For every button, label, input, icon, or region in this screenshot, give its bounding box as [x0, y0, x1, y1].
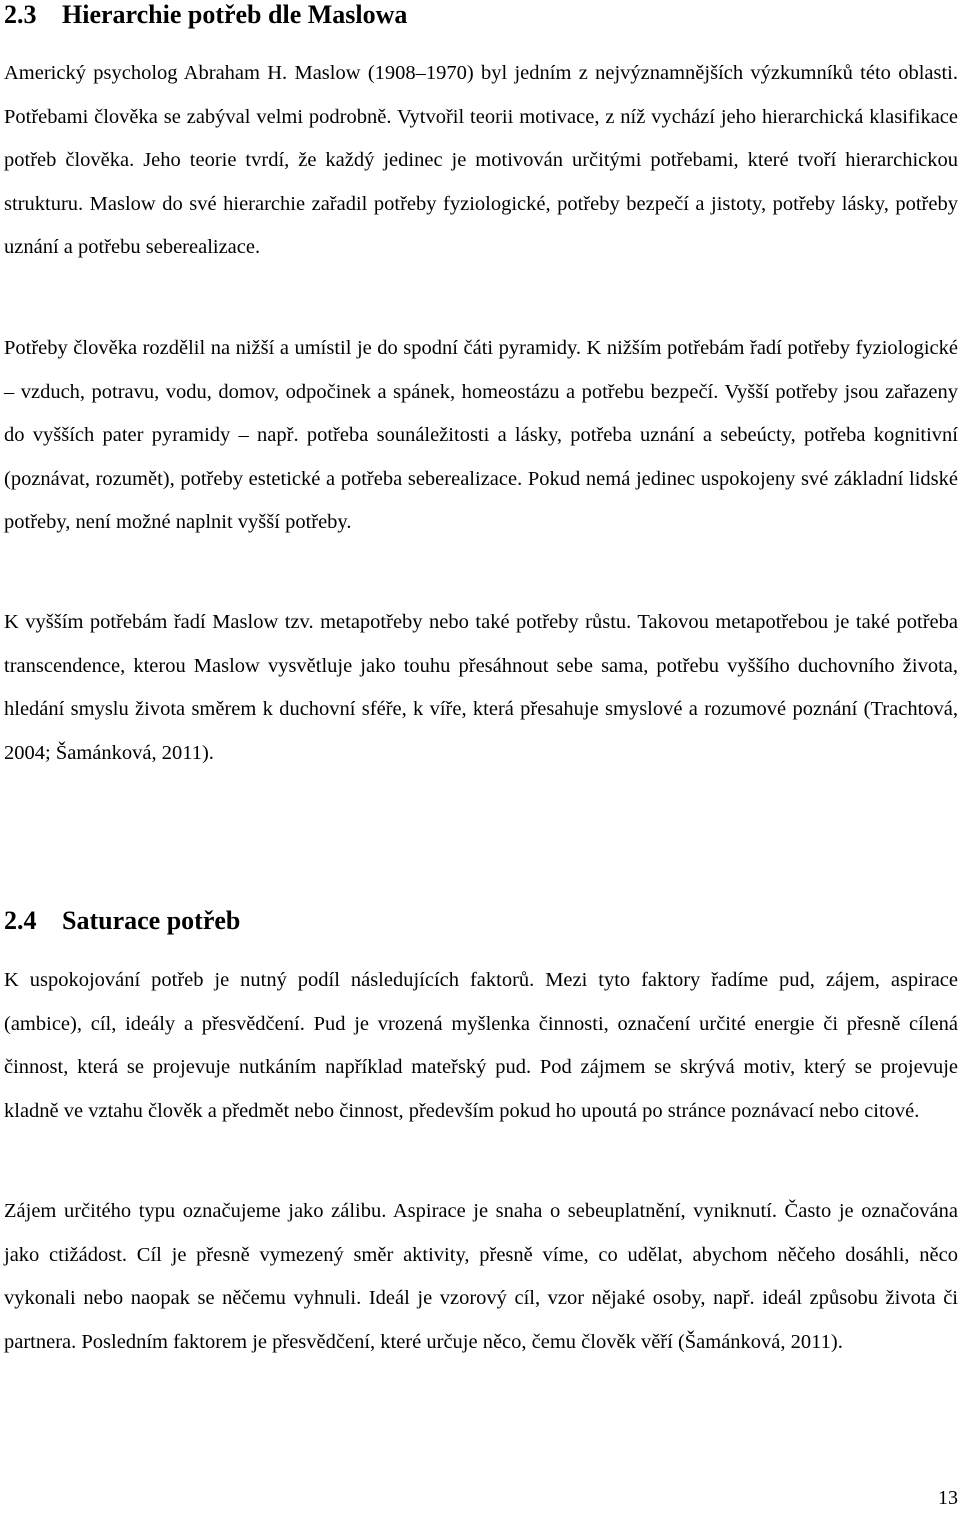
section-heading-2-4	[4, 906, 240, 936]
section-heading-2-3	[4, 0, 407, 30]
page-number: 13	[938, 1487, 958, 1509]
section-number: 2.3	[4, 0, 37, 29]
section-number: 2.4	[4, 906, 37, 935]
paragraph: K uspokojování potřeb je nutný podíl následujících faktorů. Mezi tyto faktory řadíme pud, zájem, aspirace (ambice), cíl, ideály a přesvědčení. Pud je vrozená myšlenka činnosti, označení určité energie či přesně cílená činnost, která se projevuje nutkáním například mateřský pud. Pod zájmem se skrývá motiv, který se projevuje kladně ve vztahu člověk a předmět nebo činnost, především pokud ho upoutá po stránce poznávací nebo citové.	[4, 969, 958, 1122]
paragraph: Americký psycholog Abraham H. Maslow (1908–1970) byl jedním z nejvýznamnějších výzkumníků této oblasti. Potřebami člověka se zabýval velmi podrobně. Vytvořil teorii motivace, z níž vychází jeho hierarchická klasifikace potřeb člověka. Jeho teorie tvrdí, že každý jedinec je motivován určitými potřebami, které tvoří hierarchickou strukturu. Maslow do své hierarchie zařadil potřeby fyziologické, potřeby bezpečí a jistoty, potřeby lásky, potřeby uznání a potřebu seberealizace.	[4, 62, 958, 259]
section-title: Hierarchie potřeb dle Maslowa	[62, 0, 408, 29]
paragraph: K vyšším potřebám řadí Maslow tzv. metapotřeby nebo také potřeby růstu. Takovou metapotřebou je také potřeba transcendence, kterou Maslow vysvětluje jako touhu přesáhnout sebe sama, potřebu vyššího duchovního života, hledání smyslu života směrem k duchovní sféře, k víře, která přesahuje smyslové a rozumové poznání (Trachtová, 2004; Šamánková, 2011).	[4, 611, 958, 764]
section-title: Saturace potřeb	[62, 906, 241, 935]
paragraph: Zájem určitého typu označujeme jako zálibu. Aspirace je snaha o sebeuplatnění, vyniknutí. Často je označována jako ctižádost. Cíl je přesně vymezený směr aktivity, přesně víme, co udělat, abychom něčeho dosáhli, něco vykonali nebo naopak se něčemu vyhnuli. Ideál je vzorový cíl, vzor nějaké osoby, např. ideál způsobu života či partnera. Posledním faktorem je přesvědčení, které určuje něco, čemu člověk věří (Šamánková, 2011).	[4, 1200, 958, 1353]
paragraph: Potřeby člověka rozdělil na nižší a umístil je do spodní čáti pyramidy. K nižším potřebám řadí potřeby fyziologické – vzduch, potravu, vodu, domov, odpočinek a spánek, homeostázu a potřebu bezpečí. Vyšší potřeby jsou zařazeny do vyšších pater pyramidy – např. potřeba sounáležitosti a lásky, potřeba uznání a sebeúcty, potřeba kognitivní (poznávat, rozumět), potřeby estetické a potřeba seberealizace. Pokud nemá jedinec uspokojeny své základní lidské potřeby, není možné naplnit vyšší potřeby.	[4, 337, 958, 534]
